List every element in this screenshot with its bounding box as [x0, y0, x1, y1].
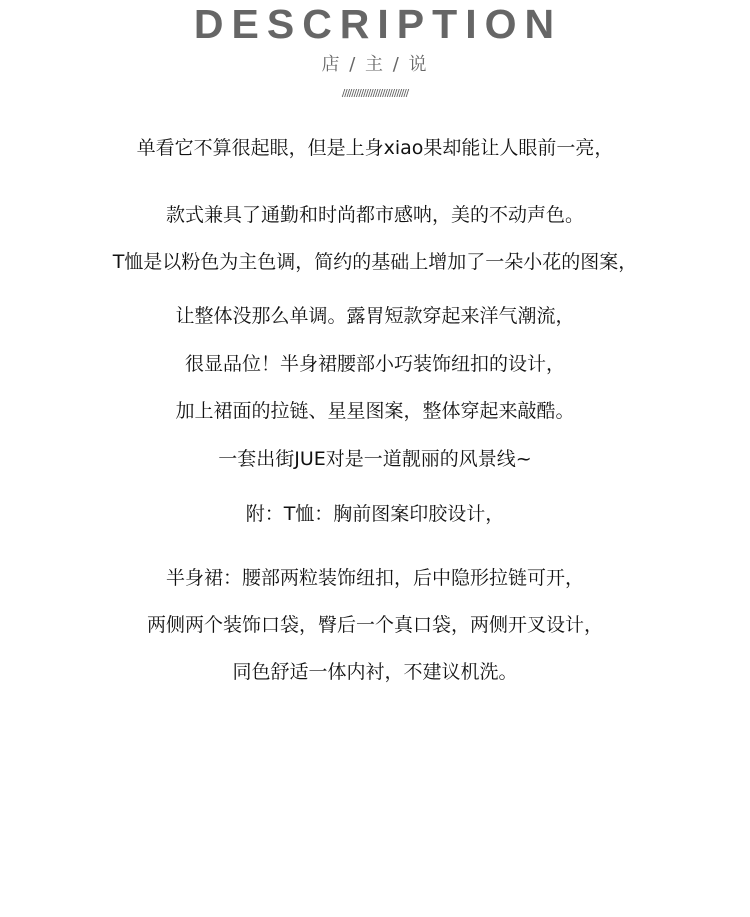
description-line: T恤是以粉色为主色调，简约的基础上增加了一朵小花的图案，	[112, 251, 638, 273]
description-line: 款式兼具了通勤和时尚都市感呐，美的不动声色。	[165, 204, 584, 226]
description-line: 加上裙面的拉链、星星图案，整体穿起来敲酷。	[175, 400, 575, 422]
description-line: 很显品位！半身裙腰部小巧装饰纽扣的设计，	[184, 353, 565, 375]
description-line: 半身裙：腰部两粒装饰纽扣，后中隐形拉链可开，	[165, 567, 584, 589]
description-line: 单看它不算很起眼，但是上身xiao果却能让人眼前一亮，	[136, 137, 614, 159]
section-title: DESCRIPTION	[193, 1, 563, 47]
slash-divider: ////////////////////////////	[341, 88, 409, 99]
description-line: 两侧两个装饰口袋，臀后一个真口袋，两侧开叉设计，	[146, 614, 603, 636]
description-line: 附：T恤：胸前图案印胶设计，	[245, 503, 505, 525]
section-subtitle: 店 / 主 / 说	[321, 54, 429, 75]
description-line: 让整体没那么单调。露胃短款穿起来洋气潮流，	[175, 305, 575, 327]
description-line: 同色舒适一体内衬，不建议机洗。	[232, 661, 518, 683]
description-line: 一套出街JUE对是一道靓丽的风景线~	[218, 448, 532, 470]
